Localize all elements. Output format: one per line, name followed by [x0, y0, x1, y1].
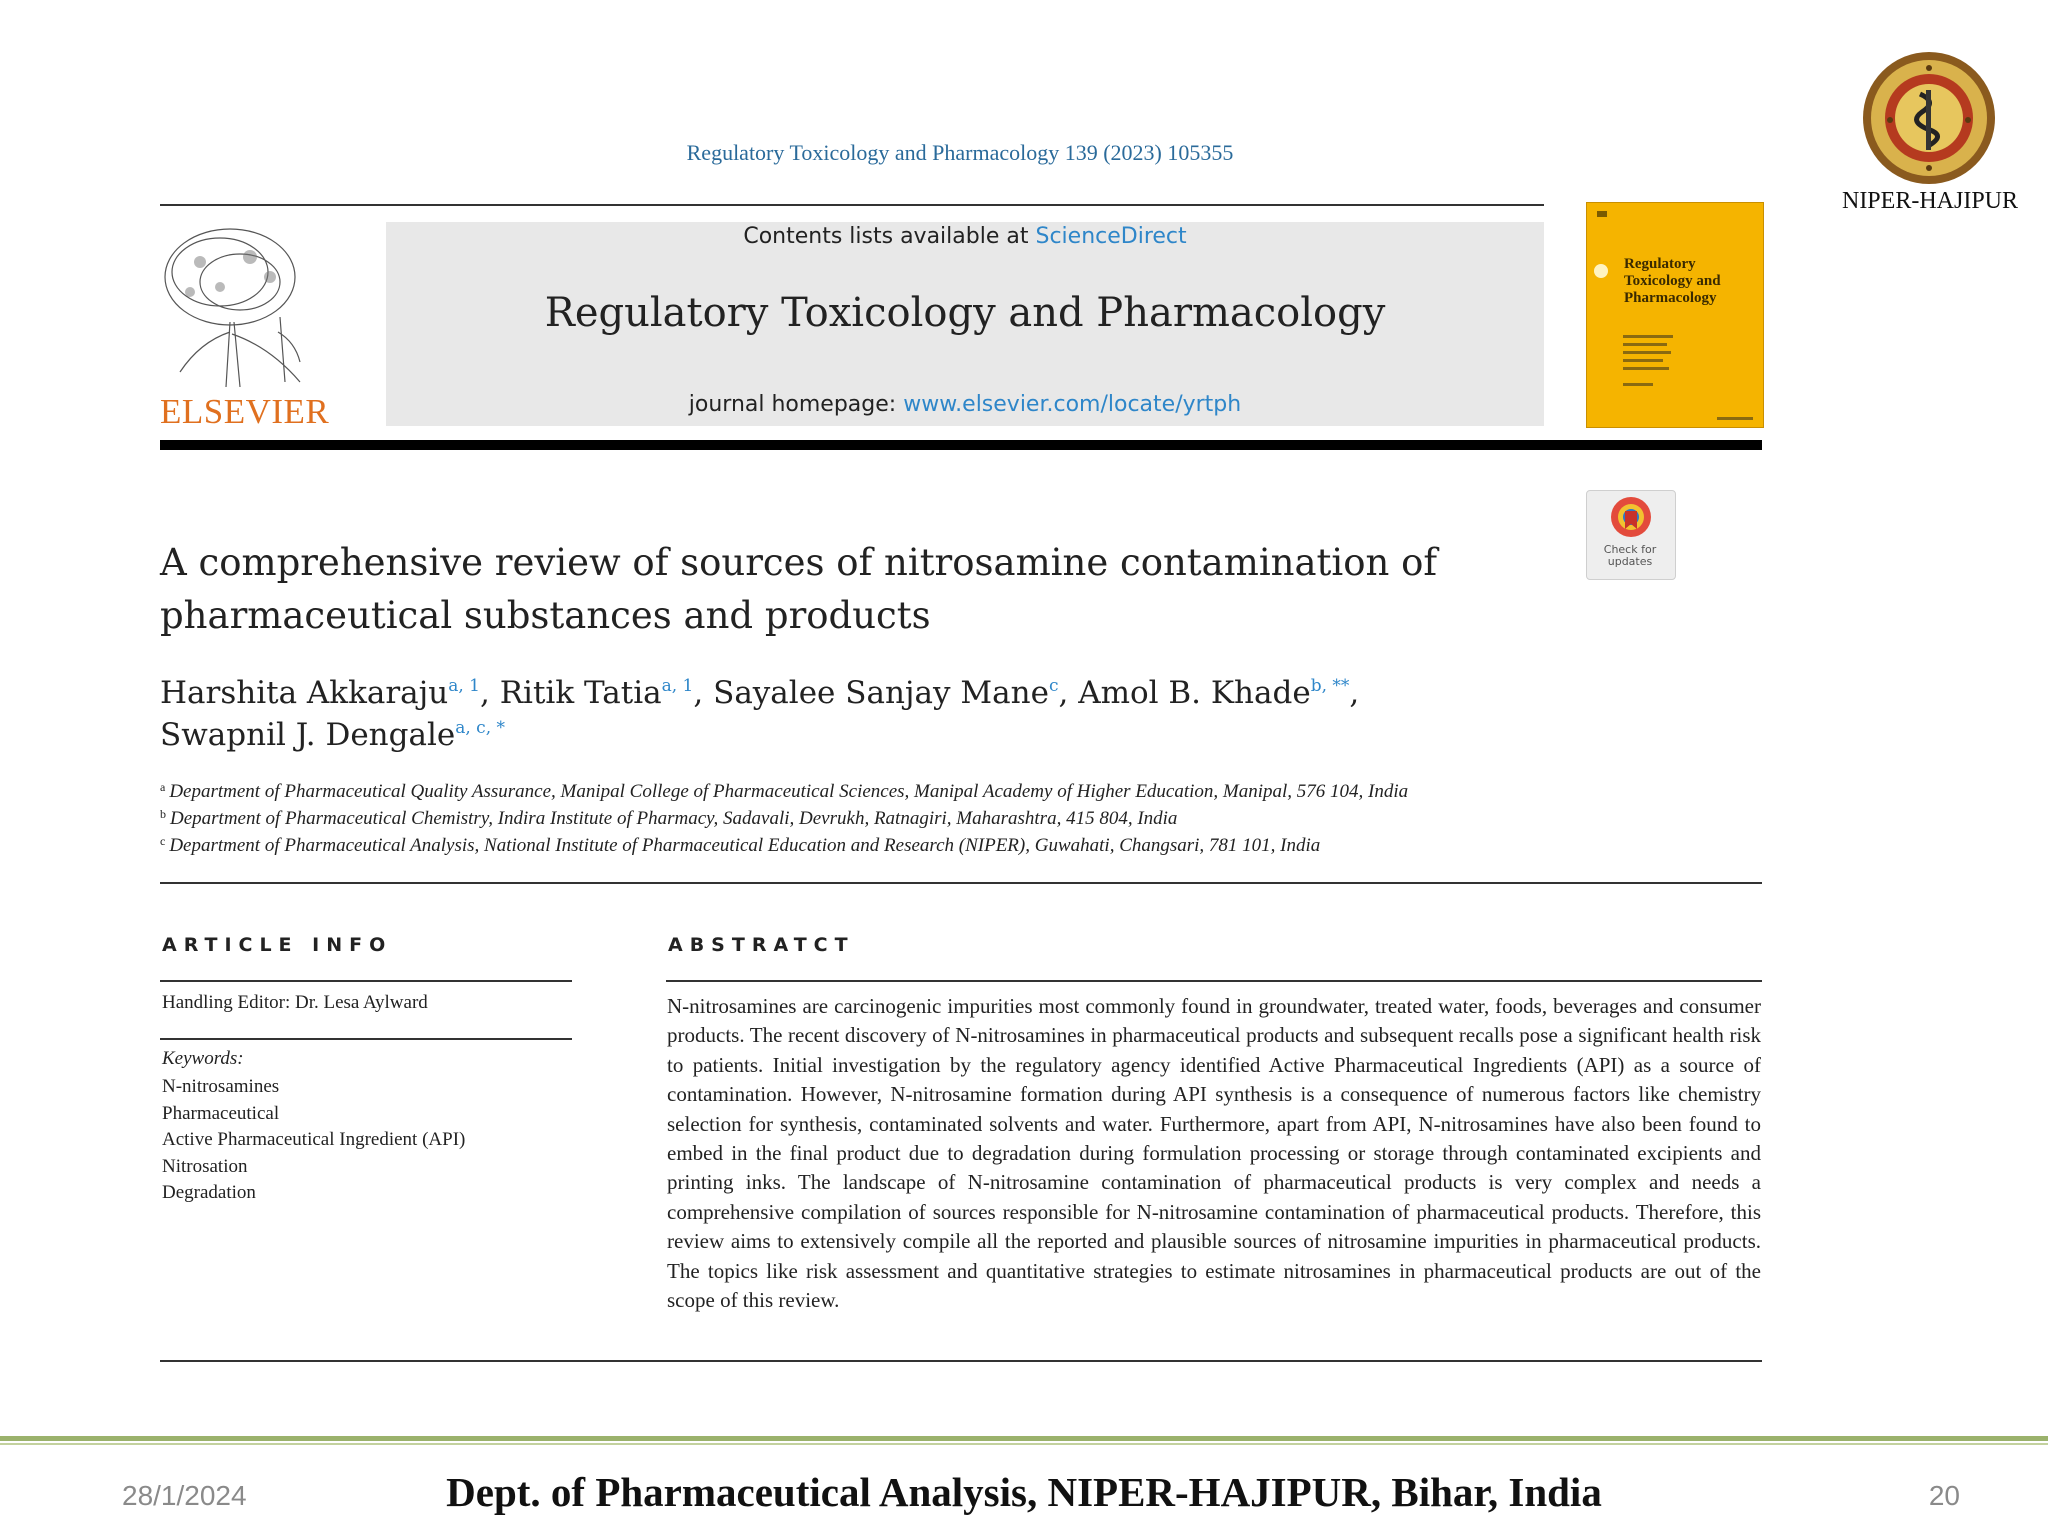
- author-marks[interactable]: a, 1: [448, 676, 480, 696]
- article-title: A comprehensive review of sources of nitrosamine contamination of pharmaceutical substances and products: [160, 541, 1438, 637]
- keyword-item: Nitrosation: [162, 1155, 248, 1177]
- author-marks[interactable]: a, c, *: [455, 718, 506, 738]
- keyword-item: N-nitrosamines: [162, 1076, 280, 1097]
- divider: [666, 980, 1762, 982]
- author-name[interactable]: Amol B. Khade: [1078, 675, 1311, 711]
- journal-name: Regulatory Toxicology and Pharmacology: [544, 290, 1386, 336]
- footer-rule-thin: [0, 1443, 2048, 1445]
- cover-title: Regulatory Toxicology and Pharmacology: [1624, 256, 1721, 306]
- keyword-item: Degradation: [162, 1182, 256, 1203]
- affiliation-item: [160, 805, 1610, 832]
- abstract-heading: ABSTRATCT: [668, 934, 855, 956]
- affiliation-mark: a: [160, 780, 166, 794]
- divider: [160, 980, 572, 982]
- author-separator: ,: [693, 675, 714, 711]
- divider: [160, 1038, 572, 1040]
- keywords-list: [162, 1074, 465, 1207]
- keywords-label: Keywords:: [162, 1048, 244, 1069]
- author-name[interactable]: Sayalee Sanjay Mane: [713, 675, 1049, 711]
- journal-homepage-link[interactable]: www.elsevier.com/locate/yrtph: [903, 392, 1242, 417]
- handling-editor: Handling Editor: Dr. Lesa Aylward: [162, 992, 428, 1013]
- homepage-prefix: journal homepage:: [688, 392, 904, 417]
- cover-decoration: [1587, 203, 1763, 427]
- journal-citation[interactable]: Regulatory Toxicology and Pharmacology 139 (2023) 105355: [686, 140, 1234, 165]
- affiliations: [160, 778, 1610, 859]
- sciencedirect-link[interactable]: ScienceDirect: [1035, 224, 1187, 249]
- affiliation-mark: c: [160, 834, 166, 848]
- author-name[interactable]: Swapnil J. Dengale: [160, 717, 456, 753]
- contents-line: [386, 222, 1544, 249]
- affiliation-mark: b: [160, 807, 166, 821]
- abstract-text: N-nitrosamines are carcinogenic impurities most commonly found in groundwater, treated water, foods, beverages and consumer products. The recent discovery of N-nitrosamines in pharmaceutical products and subsequent recalls pose a significant health risk to patients. Initial investigation by the regulatory agency identified Active Pharmaceutical Ingredients (API) as a source of contamination. However, N-nitrosamine formation during API synthesis is a consequence of numerous factors like chemistry selection for synthesis, contaminated solvents and water. Furthermore, apart from API, N-nitrosamines have also been found to embed in the final product due to degradation during formulation processing or storage through contaminated excipients and printing inks. The landscape of N-nitrosamine contamination of pharmaceutical products is very complex and needs a comprehensive compilation of sources responsible for N-nitrosamine contamination of pharmaceutical products. Therefore, this review aims to extensively compile all the reported and plausible sources of nitrosamine impurities in pharmaceutical products. The topics like risk assessment and quantitative strategies to estimate nitrosamines in pharmaceutical products are out of the scope of this review.: [667, 994, 1761, 1313]
- contents-prefix: Contents lists available at: [743, 224, 1036, 249]
- institution-label: NIPER-HAJIPUR: [1841, 188, 2018, 214]
- affiliation-item: [160, 778, 1610, 805]
- affiliation-text: Department of Pharmaceutical Quality Assurance, Manipal College of Pharmaceutical Sciences, Manipal Academy of Higher Education, Manipal, 576 104, India: [169, 781, 1409, 802]
- affiliation-text: Department of Pharmaceutical Chemistry, Indira Institute of Pharmacy, Sadavali, Devrukh, Ratnagiri, Maharashtra, 415 804, India: [170, 808, 1178, 829]
- author-separator: ,: [1349, 675, 1360, 711]
- author-name[interactable]: Harshita Akkaraju: [160, 675, 449, 711]
- author-list: [160, 672, 1490, 756]
- affiliation-item: [160, 832, 1610, 859]
- author-marks[interactable]: c: [1048, 676, 1059, 696]
- keyword-item: Pharmaceutical: [162, 1102, 280, 1124]
- divider-thick: [160, 440, 1762, 450]
- check-for-updates-label: Check for updates: [1603, 543, 1657, 568]
- homepage-line: [386, 392, 1544, 417]
- footer-date: 28/1/2024: [122, 1480, 247, 1511]
- author-separator: ,: [480, 675, 500, 711]
- divider: [160, 1360, 1762, 1362]
- affiliation-text: Department of Pharmaceutical Analysis, National Institute of Pharmaceutical Education and Research (NIPER), Guwahati, Changsari, 781 101, India: [169, 835, 1321, 856]
- author-separator: ,: [1058, 675, 1079, 711]
- footer-department: Dept. of Pharmaceutical Analysis, NIPER-HAJIPUR, Bihar, India: [446, 1469, 1602, 1515]
- journal-cover-image[interactable]: [1586, 202, 1764, 428]
- article-info-heading: ARTICLE INFO: [162, 934, 393, 956]
- elsevier-tree-logo: [160, 222, 340, 390]
- slide-number: 20: [1928, 1480, 1960, 1511]
- divider: [160, 882, 1762, 884]
- author-marks[interactable]: a, 1: [661, 676, 694, 696]
- footer-rule: [0, 1436, 2048, 1441]
- elsevier-wordmark: ELSEVIER: [160, 392, 330, 431]
- keyword-item: Active Pharmaceutical Ingredient (API): [162, 1129, 466, 1150]
- author-name[interactable]: Ritik Tatia: [499, 675, 662, 711]
- divider: [160, 204, 1544, 206]
- author-marks[interactable]: b, **: [1310, 676, 1350, 696]
